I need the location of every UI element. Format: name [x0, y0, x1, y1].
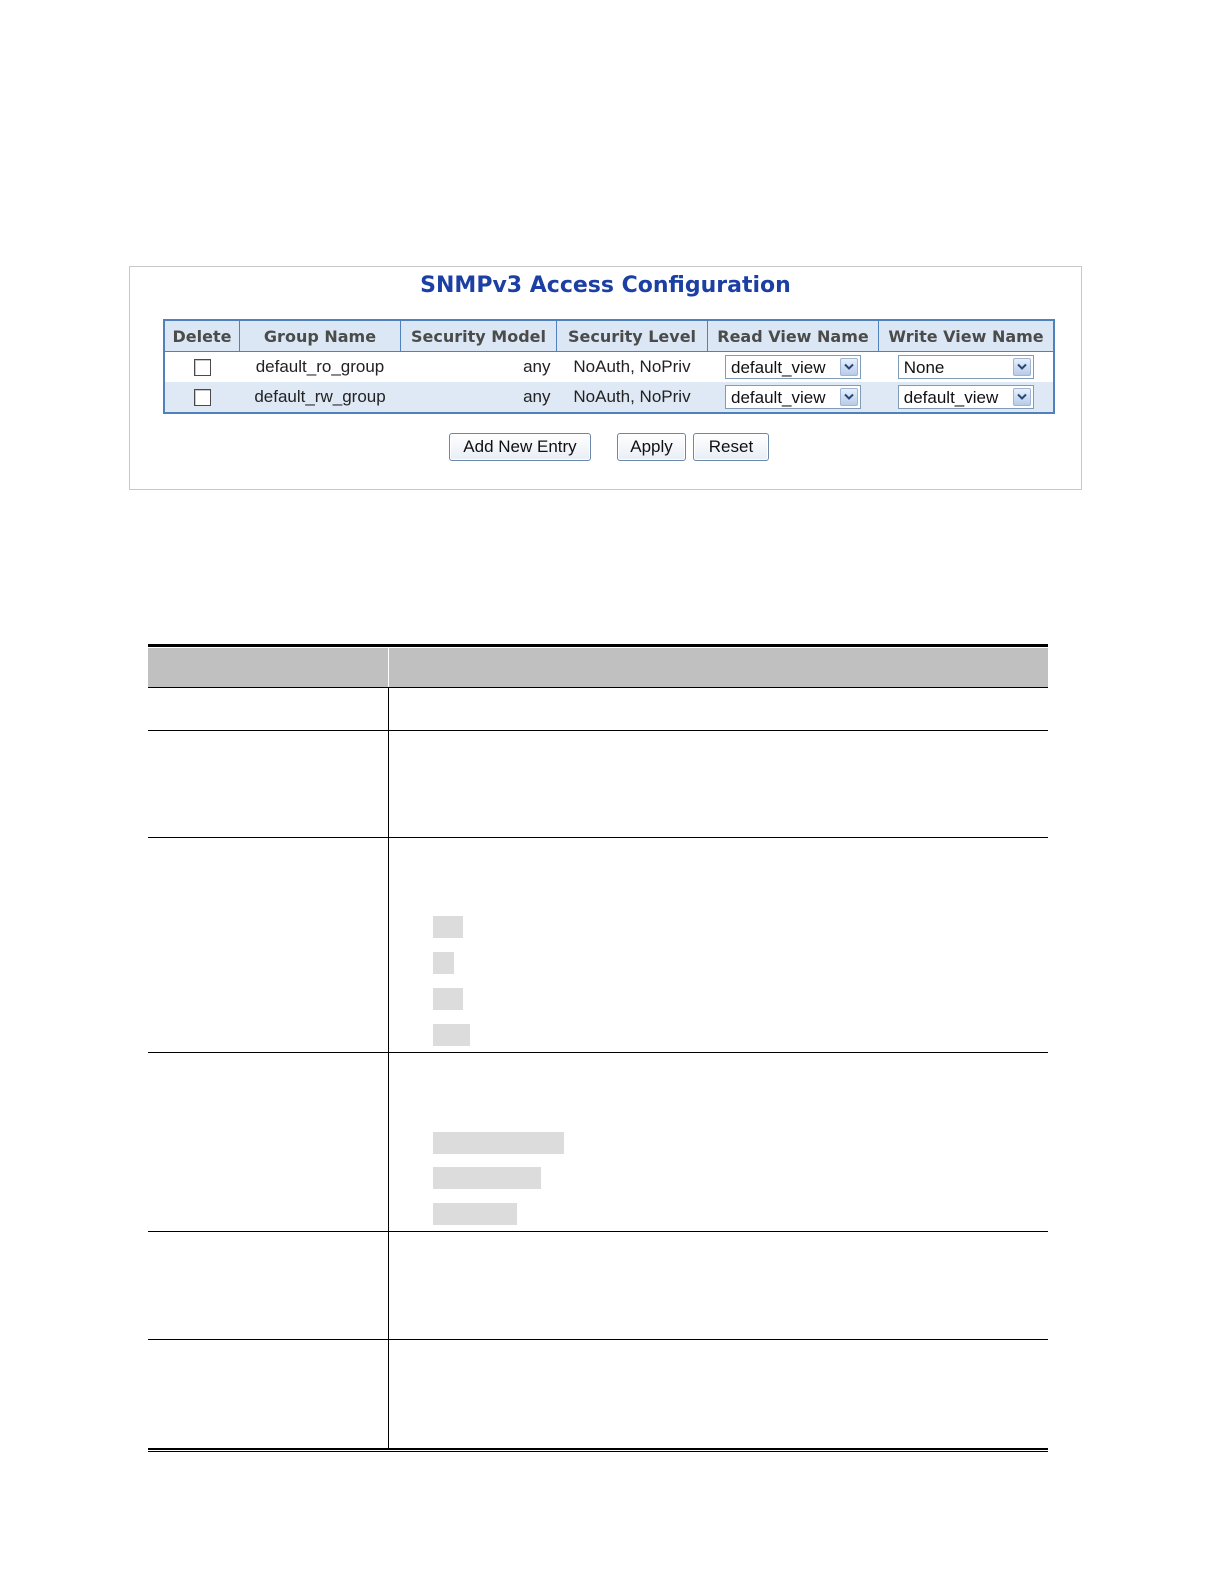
- col-read-view-name: Read View Name: [708, 320, 879, 352]
- snmpv3-access-panel: [129, 266, 1082, 490]
- column-divider: [388, 688, 389, 1450]
- security-level-cell: NoAuth, NoPriv: [557, 382, 708, 413]
- option-placeholder: [433, 952, 454, 974]
- option-placeholder: [433, 988, 463, 1010]
- group-name-cell: default_ro_group: [240, 352, 401, 383]
- row-divider: [148, 1052, 1048, 1053]
- col-delete: Delete: [164, 320, 240, 352]
- apply-button[interactable]: Apply: [617, 433, 686, 461]
- access-table: [163, 319, 1055, 414]
- col-security-level: Security Level: [557, 320, 708, 352]
- read-view-select[interactable]: [725, 385, 861, 409]
- table-row: [164, 382, 1054, 413]
- table-row: [164, 352, 1054, 383]
- read-view-cell: [708, 382, 879, 413]
- read-view-cell: [708, 352, 879, 383]
- option-placeholder: [433, 1024, 470, 1046]
- security-model-cell: any: [401, 382, 557, 413]
- delete-cell: [164, 352, 240, 383]
- row-divider: [148, 837, 1048, 838]
- row-divider: [148, 687, 1048, 688]
- chevron-down-icon[interactable]: [840, 388, 858, 406]
- header-divider: [388, 648, 389, 688]
- write-view-select[interactable]: [898, 385, 1034, 409]
- write-view-value: default_view: [903, 388, 999, 407]
- table-header-row: [164, 320, 1054, 352]
- chevron-down-icon[interactable]: [1013, 358, 1031, 376]
- security-level-cell: NoAuth, NoPriv: [557, 352, 708, 383]
- write-view-value: None: [903, 358, 945, 377]
- page-title: SNMPv3 Access Configuration: [420, 273, 791, 298]
- delete-checkbox[interactable]: [194, 359, 211, 376]
- delete-cell: [164, 382, 240, 413]
- option-placeholder: [433, 916, 463, 938]
- table-bottom-rule: [148, 1448, 1048, 1452]
- group-name-cell: default_rw_group: [240, 382, 401, 413]
- write-view-cell: [879, 352, 1055, 383]
- option-placeholder: [433, 1167, 541, 1189]
- add-new-entry-button[interactable]: Add New Entry: [449, 433, 591, 461]
- security-model-cell: any: [401, 352, 557, 383]
- col-security-model: Security Model: [401, 320, 557, 352]
- write-view-cell: [879, 382, 1055, 413]
- chevron-down-icon[interactable]: [1013, 388, 1031, 406]
- option-placeholder: [433, 1132, 564, 1154]
- row-divider: [148, 1339, 1048, 1340]
- option-placeholder: [433, 1203, 517, 1225]
- table-top-rule: [148, 644, 1048, 647]
- delete-checkbox[interactable]: [194, 389, 211, 406]
- col-group-name: Group Name: [240, 320, 401, 352]
- chevron-down-icon[interactable]: [840, 358, 858, 376]
- row-divider: [148, 1231, 1048, 1232]
- write-view-select[interactable]: [898, 355, 1034, 379]
- col-write-view-name: Write View Name: [879, 320, 1055, 352]
- reset-button[interactable]: Reset: [693, 433, 769, 461]
- read-view-select[interactable]: [725, 355, 861, 379]
- read-view-value: default_view: [731, 358, 826, 377]
- table-header: [148, 648, 1048, 688]
- read-view-value: default_view: [731, 388, 826, 407]
- row-divider: [148, 730, 1048, 731]
